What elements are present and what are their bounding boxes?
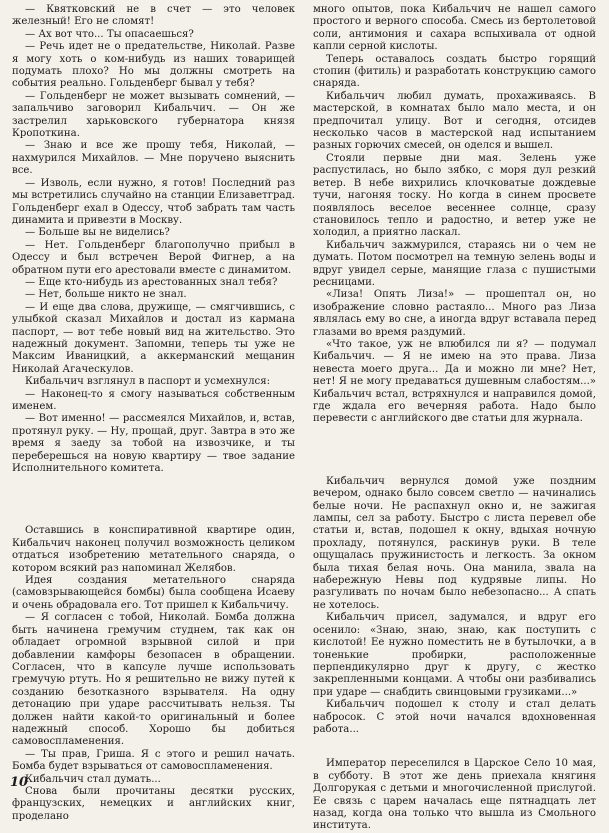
paragraph: Кибальчич подошел к столу и стал делать набросок. С этой ночи начался вдохновенная работа... <box>313 699 596 735</box>
paragraph: — Нет. Гольденберг благополучно прибыл в Одессу и был встречен Верой Фигнер, а на обратном пути его арестовали вместе с динамитом. <box>12 239 295 276</box>
paragraph: Снова были прочитаны десятки русских, французских, немецких и английских книг, проделано <box>12 785 295 822</box>
paragraph: Стояли первые дни мая. Зелень уже распустилась, но было зябко, с моря дул резкий ветер. В небе вихрились клочковатые дождевые тучи, нагоняя тоску. Но когда в синем просвете появлялось веселое весеннее солнце, сразу становилось тепло и радостно, и ветер уже не холодил, а приятно ласкал. <box>313 152 596 239</box>
paragraph: Император переселился в Царское Село 10 мая, в субботу. В этот же день приехала княгиня Долгорукая с детьми и многочисленной прислугой. Ее связь с царем началась еще пятнадцать лет назад, когда она только что вышла из Смольного института. <box>313 758 596 832</box>
paragraph: «Лиза! Опять Лиза!» — прошептал он, но изображение словно растаяло... Много раз Лиза являлась ему во сне, а иногда вдруг вставала перед глазами во время раздумий. <box>313 289 596 338</box>
left-column <box>12 4 295 823</box>
paragraph: — Речь идет не о предательстве, Николай. Разве я могу хоть о ком-нибудь из наших товарищей подумать плохо? Но мы должны смотреть на события реально. Гольденберг бывал у тебя? <box>12 41 295 90</box>
right-column <box>313 4 596 833</box>
paragraph: — Вот именно! — рассмеялся Михайлов, и, встав, протянул руку. — Ну, прощай, друг. Завтра в это же время я заеду за тобой на извозчике, и ты переберешься на новую квартиру — твое задание Исполнительного комитета. <box>12 413 295 475</box>
paragraph: — Наконец-то я смогу называться собственным именем. <box>12 388 295 412</box>
paragraph: Кибальчич стал думать... <box>25 773 161 785</box>
paragraph: Оставшись в конспиративной квартире один, Кибальчич наконец получил возможность целиком отдаться изобретению метательного снаряда, о котором всякий раз напоминал Желябов. <box>12 525 295 574</box>
section-break <box>12 475 295 525</box>
paragraph: — И еще два слова, дружище, — смягчившись, с улыбкой сказал Михайлов и достал из кармана паспорт, — вот тебе новый вид на жительство. Это надежный документ. Запомни, теперь ты уже не Максим Иваницкий, а аккерманский мещанин Николай Агаческулов. <box>12 301 295 375</box>
paragraph: — Нет, больше никто не знал. <box>25 289 187 301</box>
page-number: 10 <box>10 775 29 790</box>
paragraph: Кибальчич вернулся домой уже поздним вечером, однако было совсем светло — начинались белые ночи. Не распахнул окно и, не зажигая лампы, сел за работу. Быстро с листа перевел обе статьи и, встав, подошел к окну, вдыхая ночную прохладу, потянулся, раскинув руки. В теле ощущалась пружинистость и легкость. За окном была тихая белая ночь. Она манила, звала на набережную Невы под кудрявые липы. Но разгуливать по ночам было небезопасно... А спать не хотелось. <box>313 475 596 611</box>
paragraph: — Гольденберг не может вызывать сомнений, — запальчиво заговорил Кибальчич. — Он же застрелил харьковского губернатора князя Кропоткина. <box>12 90 295 140</box>
paragraph: Кибальчич взглянул в паспорт и усмехнулся: <box>25 376 271 388</box>
paragraph: — Квятковский не в счет — это человек железный! Его не сломят! <box>12 4 295 28</box>
paragraph: Кибальчич любил думать, прохаживаясь. В мастерской, в комнатах было мало места, и он предпочитал улицу. Вот и сегодня, отсидев несколько часов в мастерской над испытанием разных горючих смесей, он оделся и вышел. <box>313 90 596 152</box>
section-break <box>313 426 596 476</box>
paragraph: — Знаю и все же прошу тебя, Николай, — нахмурился Михайлов. — Мне поручено выяснить все. <box>12 140 295 177</box>
paragraph: — Изволь, если нужно, я готов! Последний раз мы встретились случайно на станции Елизаветград. Гольденберг ехал в Одессу, чтоб забрать там часть динамита и привезти в Москву. <box>12 177 295 226</box>
paragraph: Кибальчич зажмурился, стараясь ни о чем не думать. Потом посмотрел на темную зелень воды и вдруг увидел серые, манящие глаза с пушистыми ресницами. <box>313 239 596 288</box>
paragraph: много опытов, пока Кибальчич не нашел самого простого и верного способа. Смесь из бертолетовой соли, антимония и сахара вспыхивала от одной капли серной кислоты. <box>313 4 596 53</box>
paragraph: Теперь оставалось создать быстро горящий стопин (фитиль) и разработать конструкцию самого снаряда. <box>313 53 596 90</box>
paragraph: — Ах вот что... Ты опасаешься? <box>25 28 194 40</box>
paragraph: — Еще кто-нибудь из арестованных знал тебя? <box>25 276 278 288</box>
paragraph: — Ты прав, Гриша. Я с этого и решил начать. Бомба будет взрываться от самовоспламенения. <box>12 748 295 773</box>
paragraph: Идея создания метательного снаряда (самовзрывающейся бомбы) была сообщена Исаеву и очень обрадовала его. Тот пришел к Кибальчичу. <box>12 575 295 611</box>
section-break <box>313 736 596 758</box>
paragraph: Кибальчич присел, задумался, и вдруг его осенило: «Знаю, знаю, знаю, как поступить с кислотой! Ее нужно поместить не в бутылочки, а в тоненькие пробирки, расположенные перпендикулярно друг к другу, с жестко закрепленными концами. А чтобы они разбивались при ударе — снабдить свинцовыми грузиками...» <box>313 612 596 698</box>
paragraph: — Я согласен с тобой, Николай. Бомба должна быть начинена гремучим студнем, так как он обладает огромной взрывной силой и при добавлении камфоры безопасен в обращении. Согласен, что в капсуле лучше использовать гремучую ртуть. Но я решительно не вижу путей к созданию безотказного взрывателя. На одну детонацию при ударе рассчитывать нельзя. Ты должен найти какой-то оригинальный и более надежный способ. Хорошо бы добиться самовоспламенения. <box>12 612 295 748</box>
paragraph: — Больше вы не виделись? <box>25 227 170 239</box>
paragraph: «Что такое, уж не влюбился ли я? — подумал Кибальчич. — Я не имею на это права. Лиза невеста моего друга... Да и можно ли мне? Нет, нет! Я не могу предаваться душевным слабостям...» Кибальчич встал, встряхнулся и направился домой, где ждала его вечерняя работа. Надо было перевести с английского две статьи для журнала. <box>313 338 596 425</box>
